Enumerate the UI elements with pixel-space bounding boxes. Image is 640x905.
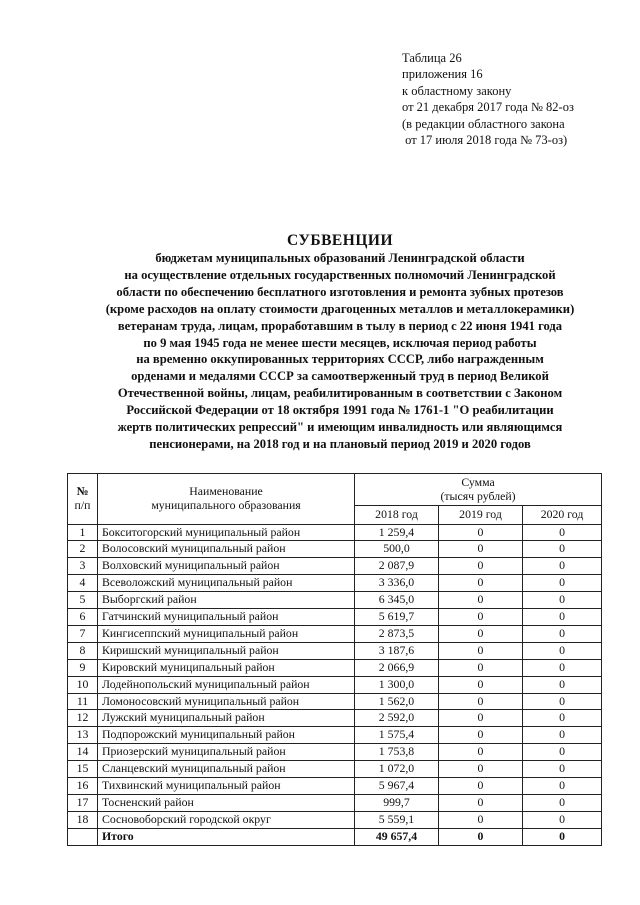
col-header-sum-line1: Сумма: [461, 475, 495, 489]
municipality-name: Лодейнопольский муниципальный район: [98, 676, 355, 693]
amount-2019: 0: [439, 676, 523, 693]
total-number-cell: [68, 828, 98, 845]
amount-2018: 999,7: [355, 795, 439, 812]
amount-2018: 1 072,0: [355, 761, 439, 778]
row-number: 13: [68, 727, 98, 744]
appendix-note-line: приложения 16: [402, 67, 483, 82]
table-row: [68, 811, 602, 828]
amount-2018: 5 559,1: [355, 811, 439, 828]
amount-2020: 0: [523, 761, 602, 778]
subtitle-line: Российской Федерации от 18 октября 1991 года № 1761-1 "О реабилитации: [126, 403, 554, 418]
row-number: 7: [68, 625, 98, 642]
subtitle-line: орденами и медалями СССР за самоотверженный труд в период Великой: [131, 369, 549, 384]
row-number: 12: [68, 710, 98, 727]
amount-2018: 2 592,0: [355, 710, 439, 727]
amount-2020: 0: [523, 727, 602, 744]
row-number: 16: [68, 778, 98, 795]
amount-2020: 0: [523, 778, 602, 795]
document-title: СУБВЕНЦИИ: [286, 232, 393, 249]
amount-2018: 1 300,0: [355, 676, 439, 693]
amount-2018: 6 345,0: [355, 592, 439, 609]
amount-2018: 1 575,4: [355, 727, 439, 744]
subtitle-line: ветеранам труда, лицам, проработавшим в тылу в период с 22 июня 1941 года: [117, 318, 563, 333]
col-header-name-line2: муниципального образования: [151, 497, 301, 512]
row-number: 11: [68, 693, 98, 710]
amount-2019: 0: [439, 811, 523, 828]
col-header-name-line1: Наименование: [189, 484, 263, 499]
table-row: [68, 592, 602, 609]
subtitle-line: бюджетам муниципальных образований Ленинградской области: [155, 251, 525, 265]
amount-2018: 2 066,9: [355, 659, 439, 676]
amount-2018: 1 562,0: [355, 693, 439, 710]
amount-2020: 0: [523, 659, 602, 676]
table-row: [68, 558, 602, 575]
total-2019: 0: [439, 828, 523, 845]
row-number: 15: [68, 761, 98, 778]
municipality-name: Кировский муниципальный район: [98, 659, 355, 676]
appendix-note: [402, 50, 574, 148]
appendix-note-line: от 21 декабря 2017 года № 82-оз: [402, 100, 574, 115]
amount-2019: 0: [439, 727, 523, 744]
amount-2018: 5 619,7: [355, 609, 439, 626]
amount-2020: 0: [523, 693, 602, 710]
row-number: 4: [68, 575, 98, 592]
row-number: 10: [68, 676, 98, 693]
subtitle-line: на осуществление отдельных государственных полномочий Ленинградской: [124, 267, 556, 282]
table-row: [68, 609, 602, 626]
table-row: [68, 676, 602, 693]
table-row: [68, 575, 602, 592]
amount-2020: 0: [523, 795, 602, 812]
table-row: [68, 625, 602, 642]
row-number: 5: [68, 592, 98, 609]
amount-2018: 3 336,0: [355, 575, 439, 592]
col-header-2018: 2018 год: [355, 506, 439, 525]
amount-2019: 0: [439, 778, 523, 795]
total-2020: 0: [523, 828, 602, 845]
municipality-name: Сосновоборский городской округ: [98, 811, 355, 828]
row-number: 14: [68, 744, 98, 761]
table-row: [68, 710, 602, 727]
amount-2019: 0: [439, 659, 523, 676]
amount-2019: 0: [439, 575, 523, 592]
amount-2019: 0: [439, 744, 523, 761]
table-row: [68, 727, 602, 744]
amount-2018: 2 873,5: [355, 625, 439, 642]
municipality-name: Подпорожский муниципальный район: [98, 727, 355, 744]
municipality-name: Всеволожский муниципальный район: [98, 575, 355, 592]
table-row: [68, 761, 602, 778]
amount-2020: 0: [523, 676, 602, 693]
municipality-name: Волосовский муниципальный район: [98, 541, 355, 558]
col-header-name: [98, 474, 355, 525]
table-row: [68, 778, 602, 795]
row-number: 1: [68, 524, 98, 541]
col-header-sum-line2: (тысяч рублей): [440, 488, 516, 503]
table-row: [68, 659, 602, 676]
table-row: [68, 541, 602, 558]
amount-2020: 0: [523, 592, 602, 609]
col-header-2019: 2019 год: [439, 506, 523, 525]
amount-2018: 2 087,9: [355, 558, 439, 575]
municipality-name: Сланцевский муниципальный район: [98, 761, 355, 778]
row-number: 6: [68, 609, 98, 626]
amount-2018: 1 753,8: [355, 744, 439, 761]
municipality-name: Волховский муниципальный район: [98, 558, 355, 575]
amount-2020: 0: [523, 524, 602, 541]
subtitle-line: жертв политических репрессий" и имеющим инвалидность или являющимся: [117, 420, 563, 435]
municipality-name: Тихвинский муниципальный район: [98, 778, 355, 795]
amount-2019: 0: [439, 524, 523, 541]
table-row: [68, 524, 602, 541]
col-header-num-line2: п/п: [74, 497, 91, 512]
table-body: [68, 524, 602, 845]
amount-2019: 0: [439, 609, 523, 626]
amount-2019: 0: [439, 625, 523, 642]
row-number: 2: [68, 541, 98, 558]
amount-2020: 0: [523, 710, 602, 727]
appendix-note-line: от 17 июля 2018 года № 73-оз): [402, 133, 568, 148]
col-header-num: [68, 474, 98, 525]
amount-2019: 0: [439, 541, 523, 558]
amount-2019: 0: [439, 592, 523, 609]
total-label: Итого: [98, 828, 355, 845]
appendix-note-line: к областному закону: [402, 83, 512, 98]
subtitle-line: (кроме расходов на оплату стоимости драгоценных металлов и металлокерамики): [105, 301, 575, 316]
appendix-note-line: Таблица 26: [402, 51, 462, 65]
amount-2020: 0: [523, 744, 602, 761]
subventions-table: [67, 473, 602, 846]
amount-2019: 0: [439, 795, 523, 812]
amount-2018: 3 187,6: [355, 642, 439, 659]
municipality-name: Выборгский район: [98, 592, 355, 609]
subtitle-line: Отечественной войны, лицам, реабилитированным в соответствии с Законом: [117, 386, 563, 401]
col-header-num-line1: №: [76, 484, 89, 499]
municipality-name: Кингисеппский муниципальный район: [98, 625, 355, 642]
municipality-name: Приозерский муниципальный район: [98, 744, 355, 761]
amount-2019: 0: [439, 710, 523, 727]
table-row: [68, 795, 602, 812]
municipality-name: Бокситогорский муниципальный район: [98, 524, 355, 541]
amount-2020: 0: [523, 609, 602, 626]
subtitle-line: области по обеспечению бесплатного изготовления и ремонта зубных протезов: [116, 284, 564, 299]
table-row: [68, 744, 602, 761]
amount-2020: 0: [523, 541, 602, 558]
col-header-2020: 2020 год: [523, 506, 602, 525]
amount-2019: 0: [439, 761, 523, 778]
amount-2019: 0: [439, 642, 523, 659]
table-row: [68, 693, 602, 710]
amount-2018: 5 967,4: [355, 778, 439, 795]
municipality-name: Лужский муниципальный район: [98, 710, 355, 727]
amount-2019: 0: [439, 693, 523, 710]
row-number: 3: [68, 558, 98, 575]
row-number: 17: [68, 795, 98, 812]
total-row: [68, 828, 602, 845]
amount-2020: 0: [523, 575, 602, 592]
amount-2020: 0: [523, 642, 602, 659]
appendix-note-line: (в редакции областного закона: [402, 116, 565, 131]
amount-2018: 1 259,4: [355, 524, 439, 541]
amount-2020: 0: [523, 625, 602, 642]
municipality-name: Ломоносовский муниципальный район: [98, 693, 355, 710]
amount-2018: 500,0: [355, 541, 439, 558]
total-2018: 49 657,4: [355, 828, 439, 845]
row-number: 18: [68, 811, 98, 828]
table-row: [68, 642, 602, 659]
document-subtitle: [60, 250, 620, 453]
municipality-name: Гатчинский муниципальный район: [98, 609, 355, 626]
amount-2019: 0: [439, 558, 523, 575]
subtitle-line: на временно оккупированных территориях СССР, либо награжденным: [136, 352, 544, 367]
amount-2020: 0: [523, 558, 602, 575]
subtitle-line: пенсионерами, на 2018 год и на плановый период 2019 и 2020 годов: [149, 436, 531, 451]
municipality-name: Киришский муниципальный район: [98, 642, 355, 659]
row-number: 9: [68, 659, 98, 676]
row-number: 8: [68, 642, 98, 659]
col-header-sum: [355, 474, 602, 506]
municipality-name: Тосненский район: [98, 795, 355, 812]
amount-2020: 0: [523, 811, 602, 828]
subtitle-line: по 9 мая 1945 года не менее шести месяцев, исключая период работы: [143, 335, 537, 350]
